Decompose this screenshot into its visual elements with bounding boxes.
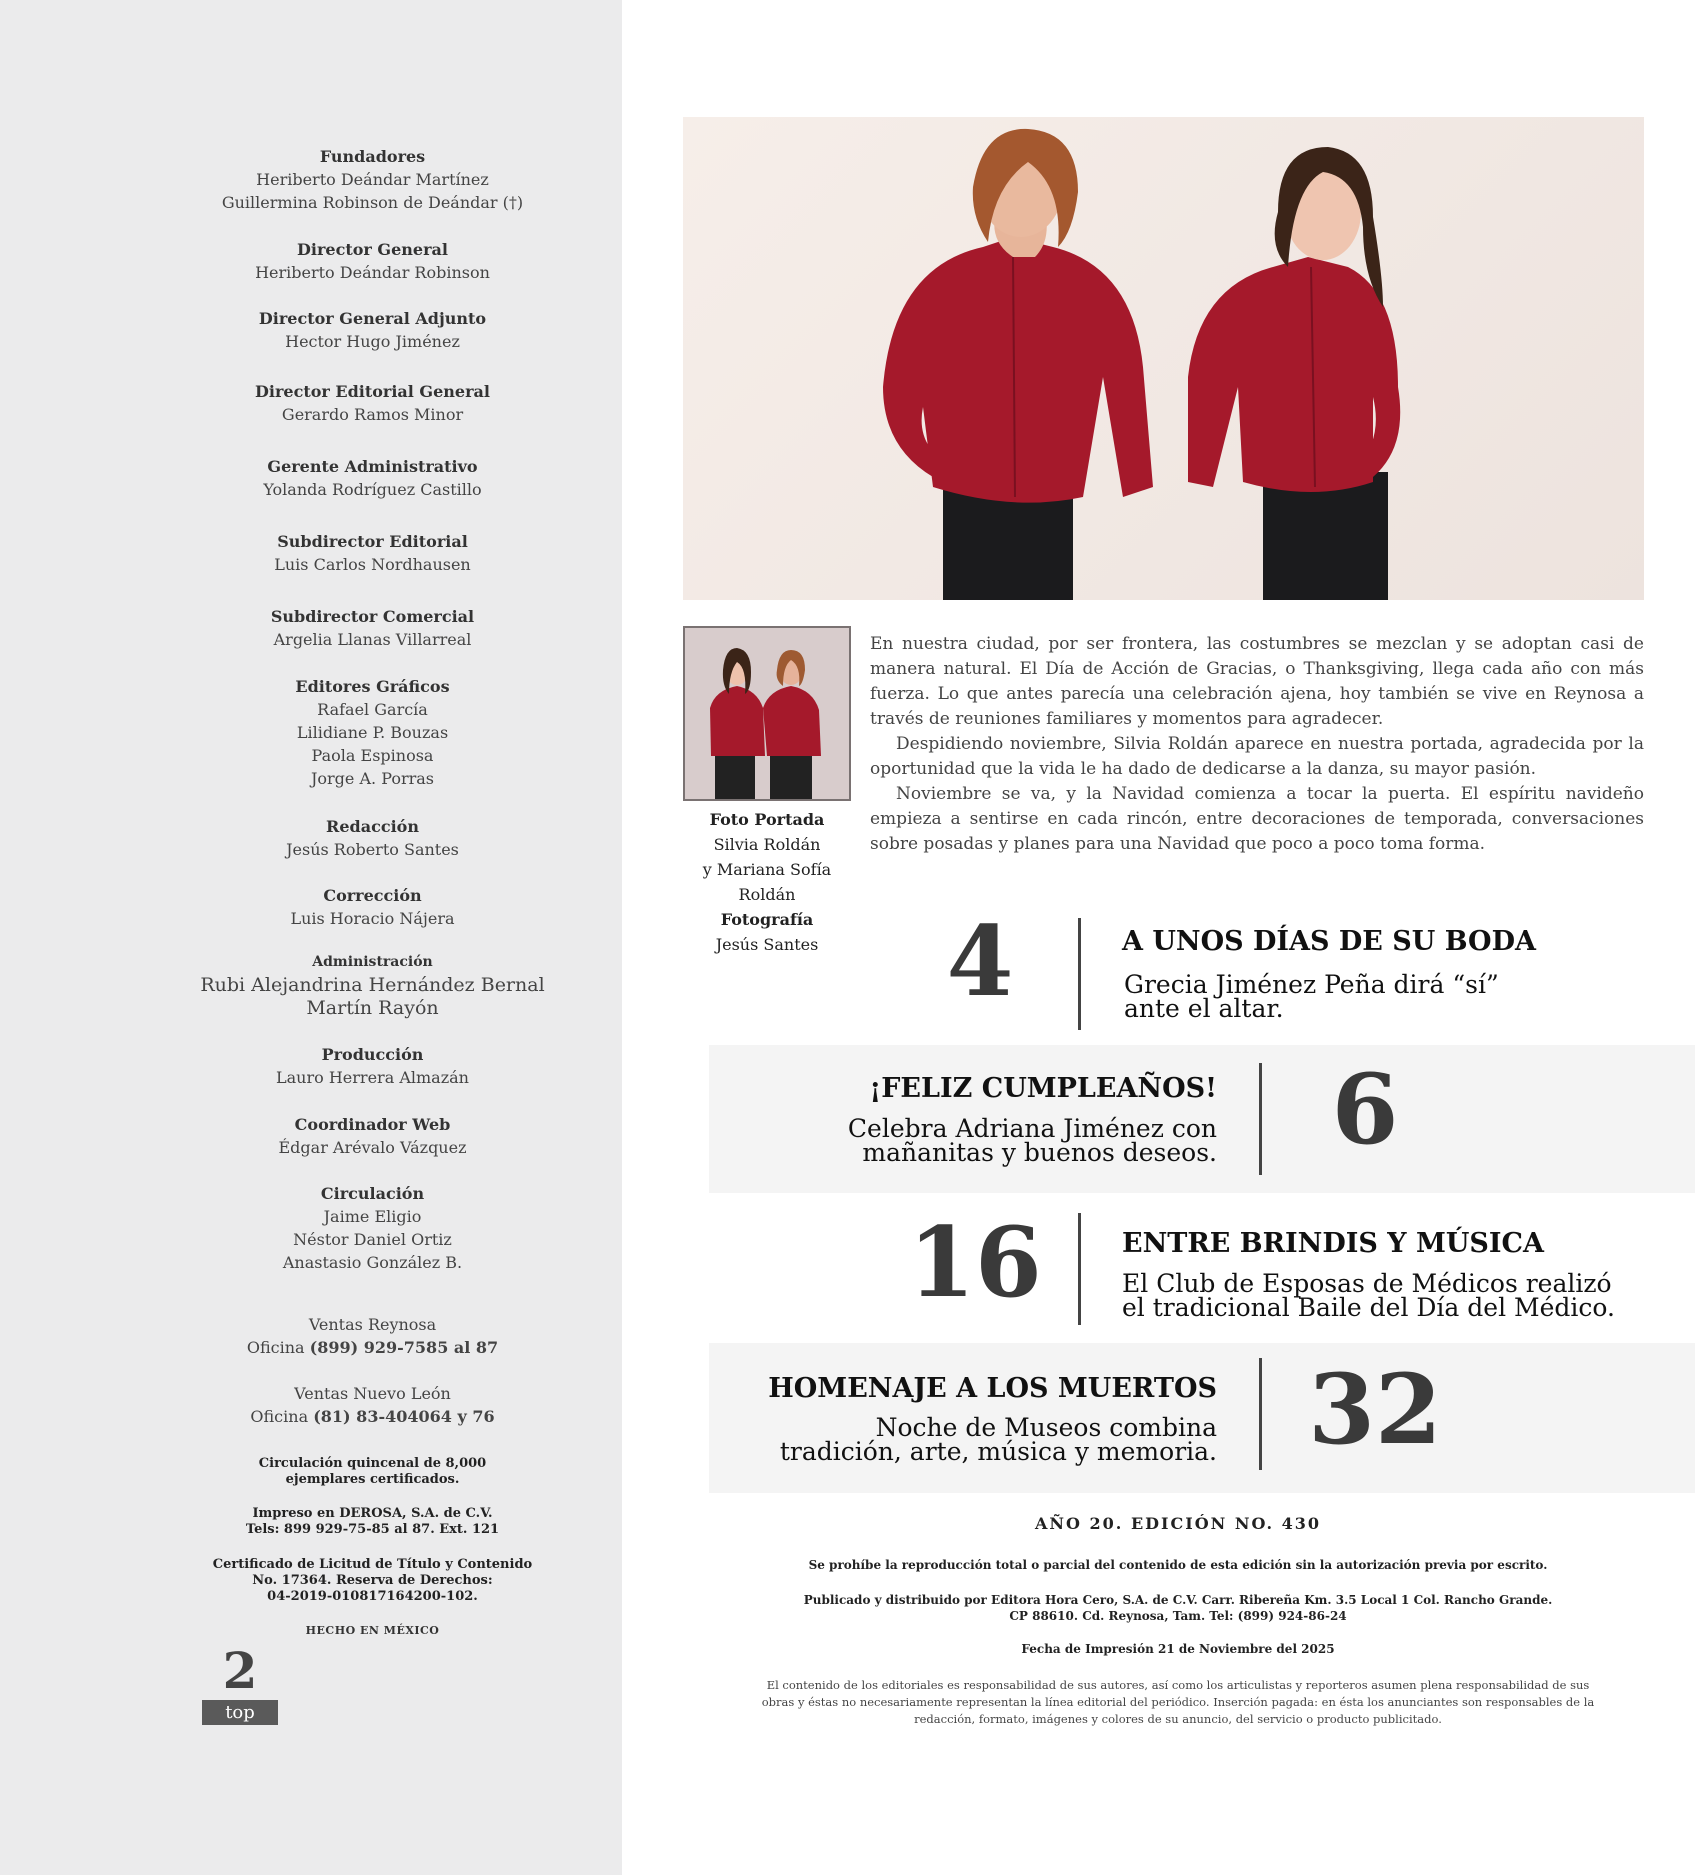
staff-name: Néstor Daniel Ortiz: [293, 1230, 452, 1249]
circulation-line: ejemplares certificados.: [285, 1472, 460, 1487]
staff-director-adjunto: [0, 307, 745, 353]
staff-name: Heriberto Deándar Martínez: [256, 170, 489, 189]
contents-divider: [1259, 1358, 1262, 1470]
staff-gerente: [0, 455, 745, 501]
caption-photographer: Jesús Santes: [715, 935, 819, 954]
publisher-line: CP 88610. Cd. Reynosa, Tam. Tel: (899) 924-86-24: [1009, 1609, 1347, 1623]
staff-role: Producción: [321, 1045, 424, 1064]
staff-produccion: [0, 1043, 745, 1089]
contents-divider: [1078, 1213, 1081, 1325]
prohibition-note: Se prohíbe la reproducción total o parcial del contenido de esta edición sin la autorización previa por escrito.: [808, 1558, 1548, 1572]
deck-line: mañanitas y buenos deseos.: [862, 1138, 1217, 1167]
woman-right-figure: [1188, 147, 1400, 600]
staff-name: Guillermina Robinson de Deándar (†): [221, 193, 524, 212]
staff-coordinador-web: [0, 1113, 745, 1159]
caption-subject: y Mariana Sofía: [702, 860, 832, 879]
print-date: Fecha de Impresión 21 de Noviembre del 2025: [1021, 1642, 1335, 1656]
sales-phone-line: [0, 1336, 745, 1359]
staff-name: Anastasio González B.: [282, 1253, 463, 1272]
deck-line: Noche de Museos combina: [875, 1413, 1217, 1442]
staff-circulacion: [0, 1182, 745, 1274]
circulation-line: Circulación quincenal de 8,000: [258, 1456, 487, 1471]
edition-line: AÑO 20. EDICIÓN NO. 430: [1034, 1514, 1322, 1533]
woman-left-figure: [883, 129, 1153, 600]
certificate-line: Certificado de Licitud de Título y Contenido: [212, 1557, 533, 1572]
deck-line: tradición, arte, música y memoria.: [779, 1437, 1217, 1466]
contents-deck: [847, 1114, 1217, 1167]
deck-line: Grecia Jiménez Peña dirá “sí”: [1124, 970, 1499, 999]
staff-role: Corrección: [323, 886, 422, 905]
contents-page-number[interactable]: 4: [946, 905, 1014, 1018]
staff-role: Director Editorial General: [255, 382, 490, 401]
staff-subdirector-comercial: [0, 605, 745, 651]
page-tag: top: [202, 1700, 278, 1725]
sales-label: Ventas Reynosa: [308, 1315, 437, 1334]
sales-phone: (899) 929-7585 al 87: [309, 1338, 499, 1357]
sales-nuevo-leon: [0, 1382, 745, 1428]
cover-thumbnail-illustration: [685, 628, 849, 799]
printer-line: Impreso en DEROSA, S.A. de C.V.: [252, 1506, 493, 1521]
staff-role: Coordinador Web: [294, 1115, 451, 1134]
staff-name: Heriberto Deándar Robinson: [255, 263, 490, 282]
staff-name: Lilidiane P. Bouzas: [296, 723, 449, 742]
editorial-intro: [870, 632, 1644, 857]
staff-name: Édgar Arévalo Vázquez: [278, 1138, 467, 1157]
contents-page-number[interactable]: 6: [1331, 1053, 1399, 1166]
cover-photo-illustration: [683, 117, 1644, 600]
caption-photographer-label: Fotografía: [720, 910, 814, 929]
contents-deck: [779, 1413, 1217, 1466]
contents-deck: [1122, 1269, 1615, 1322]
caption-subject: Roldán: [738, 885, 796, 904]
cover-caption: [683, 807, 851, 957]
certificate-line: No. 17364. Reserva de Derechos:: [252, 1573, 493, 1588]
intro-paragraph: Noviembre se va, y la Navidad comienza a tocar la puerta. El espíritu navideño empieza a sentirse en cada rincón, entre decoraciones de temporada, conversaciones sobre posadas y planes para una Navidad que poco a poco toma forma.: [870, 784, 1644, 854]
sales-label: Ventas Nuevo León: [294, 1384, 451, 1403]
deck-line: el tradicional Baile del Día del Médico.: [1122, 1293, 1615, 1322]
page-number: 2: [222, 1641, 258, 1700]
intro-paragraph: En nuestra ciudad, por ser frontera, las costumbres se mezclan y se adoptan casi de manera natural. El Día de Acción de Gracias, o Thanksgiving, llega cada año con más fuerza. Lo que antes parecía una celebración ajena, hoy también se vive en Reynosa a través de reuniones familiares y momentos para agradecer.: [870, 634, 1644, 729]
staff-name: Luis Horacio Nájera: [290, 909, 455, 928]
contents-headline[interactable]: ¡FELIZ CUMPLEAÑOS!: [869, 1073, 1217, 1104]
disclaimer-line: redacción, formato, imágenes y colores de su anuncio, del servicio o producto publicitado.: [914, 1712, 1442, 1726]
circulation-note: [0, 1456, 745, 1488]
staff-name: Gerardo Ramos Minor: [281, 405, 464, 424]
staff-name: Hector Hugo Jiménez: [285, 332, 460, 351]
contents-divider: [1078, 918, 1081, 1030]
staff-name: Yolanda Rodríguez Castillo: [263, 480, 482, 499]
staff-name: Luis Carlos Nordhausen: [274, 555, 471, 574]
intro-paragraph: Despidiendo noviembre, Silvia Roldán aparece en nuestra portada, agradecida por la oportunidad que la vida le ha dado de dedicarse a la danza, su mayor pasión.: [870, 734, 1644, 779]
contents-deck: [1124, 970, 1499, 1023]
staff-editores-graficos: [0, 675, 745, 790]
staff-subdirector-editorial: [0, 530, 745, 576]
staff-correccion: [0, 884, 745, 930]
sales-reynosa: [0, 1313, 745, 1359]
caption-photo-label: Foto Portada: [709, 810, 825, 829]
staff-role: Subdirector Comercial: [270, 607, 475, 626]
staff-role: Director General: [297, 240, 448, 259]
staff-name: Jaime Eligio: [323, 1207, 422, 1226]
cover-thumbnail: [683, 626, 851, 801]
deck-line: El Club de Esposas de Médicos realizó: [1122, 1269, 1612, 1298]
staff-role: Editores Gráficos: [295, 677, 450, 696]
staff-role: Subdirector Editorial: [277, 532, 468, 551]
staff-administracion: [0, 951, 745, 1020]
contents-page-number[interactable]: 32: [1308, 1353, 1442, 1466]
made-in-mexico: HECHO EN MÉXICO: [305, 1624, 440, 1637]
staff-role: Fundadores: [319, 147, 426, 166]
staff-director-general: [0, 238, 745, 284]
disclaimer-line: obras y éstas no necesariamente representan la línea editorial del periódico. Inserción pagada: en ésta los anunciantes son responsables de la: [761, 1695, 1595, 1709]
sales-prefix: Oficina: [246, 1338, 305, 1357]
staff-role: Gerente Administrativo: [267, 457, 478, 476]
sales-phone-line: [0, 1405, 745, 1428]
contents-headline[interactable]: A UNOS DÍAS DE SU BODA: [1122, 926, 1536, 957]
staff-name: Argelia Llanas Villarreal: [273, 630, 472, 649]
caption-subject: Silvia Roldán: [713, 835, 821, 854]
staff-fundadores: [0, 145, 745, 214]
contents-page-number[interactable]: 16: [908, 1206, 1042, 1319]
certificate-line: 04-2019-010817164200-102.: [267, 1589, 478, 1604]
staff-role: Director General Adjunto: [258, 309, 487, 328]
disclaimer-line: El contenido de los editoriales es responsabilidad de sus autores, así como los articulistas y reporteros asumen plena responsabilidad de sus: [766, 1678, 1590, 1692]
staff-name: Lauro Herrera Almazán: [276, 1068, 469, 1087]
staff-name: Rubi Alejandrina Hernández Bernal: [200, 974, 545, 996]
publisher-line: Publicado y distribuido por Editora Hora Cero, S.A. de C.V. Carr. Ribereña Km. 3.5 Local 1 Col. Rancho Grande.: [803, 1593, 1553, 1607]
printer-line: Tels: 899 929-75-85 al 87. Ext. 121: [245, 1522, 500, 1537]
sales-phone: (81) 83-404064 y 76: [313, 1407, 495, 1426]
staff-role: Redacción: [326, 817, 419, 836]
printer-note: [0, 1506, 745, 1538]
contents-divider: [1259, 1063, 1262, 1175]
staff-name: Jorge A. Porras: [310, 769, 434, 788]
staff-redaccion: [0, 815, 745, 861]
deck-line: Celebra Adriana Jiménez con: [847, 1114, 1217, 1143]
staff-role: Circulación: [320, 1184, 425, 1203]
staff-role: Administración: [312, 954, 433, 970]
contents-headline[interactable]: HOMENAJE A LOS MUERTOS: [768, 1373, 1217, 1404]
contents-headline[interactable]: ENTRE BRINDIS Y MÚSICA: [1122, 1228, 1544, 1259]
certificate-note: [0, 1557, 745, 1605]
cover-photo: [683, 117, 1644, 600]
publisher-note: [683, 1592, 1673, 1624]
staff-director-editorial: [0, 380, 745, 426]
sales-prefix: Oficina: [250, 1407, 309, 1426]
staff-name: Paola Espinosa: [311, 746, 434, 765]
staff-name: Martín Rayón: [306, 997, 439, 1019]
deck-line: ante el altar.: [1124, 994, 1284, 1023]
disclaimer: [683, 1677, 1673, 1728]
staff-name: Rafael García: [317, 700, 428, 719]
staff-name: Jesús Roberto Santes: [286, 840, 459, 859]
